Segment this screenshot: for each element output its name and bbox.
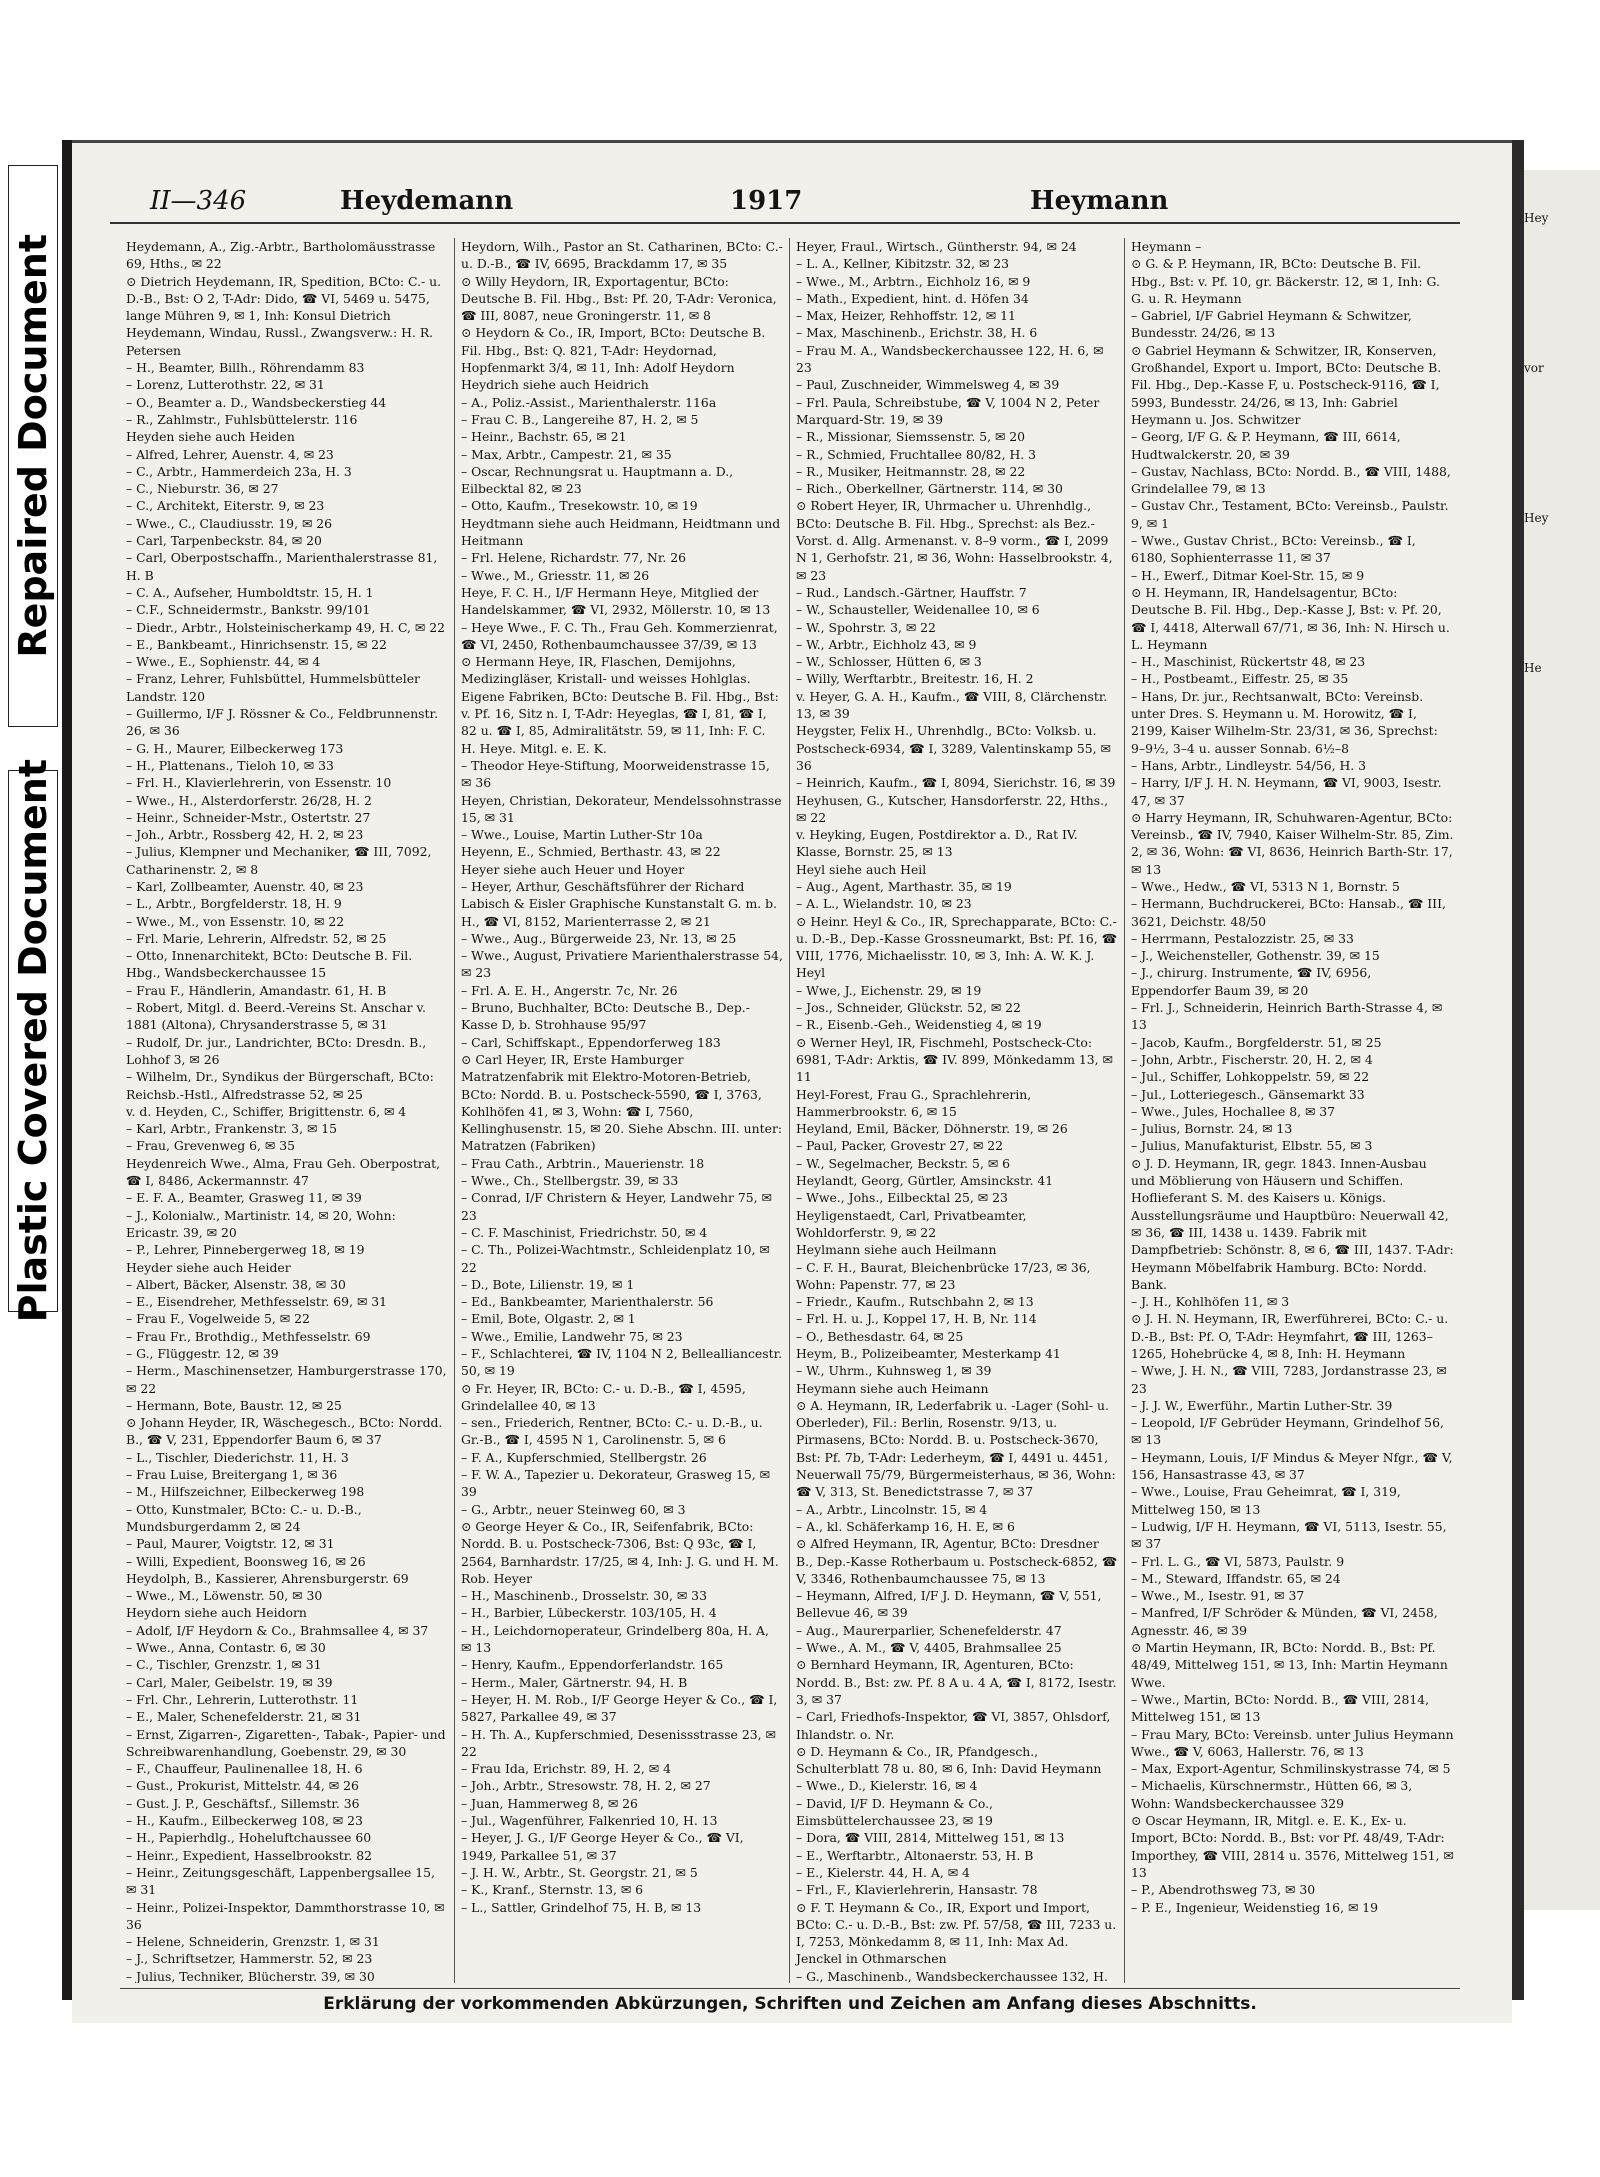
directory-entry: – Wwe., Louise, Frau Geheimrat, ☎ I, 319, Mittelweg 150, ✉ 13	[1131, 1484, 1401, 1517]
directory-entry: – L., Tischler, Diederichstr. 11, H. 3	[126, 1449, 349, 1465]
directory-entry: – W., Schausteller, Weidenallee 10, ✉ 6	[796, 602, 1040, 618]
directory-entry: Heye, F. C. H., I/F Hermann Heye, Mitglied der Handelskammer, ☎ VI, 2932, Möllerstr. 10, ✉ 13	[461, 584, 771, 618]
directory-entry: – H., Maschinenb., Drosselstr. 30, ✉ 33	[461, 1588, 707, 1604]
directory-entry: – Herm., Maler, Gärtnerstr. 94, H. B	[461, 1674, 688, 1690]
directory-entry: – Heinr., Schneider-Mstr., Ostertstr. 27	[126, 809, 371, 825]
directory-entry: – Rich., Oberkellner, Gärtnerstr. 114, ✉ 30	[796, 481, 1063, 497]
directory-entry: ⊙ F. T. Heymann & Co., IR, Export und Import, BCto: C.- u. D.-B., Bst: zw. Pf. 57/58, ☎ III, 7233 u. I, 7253, Mönkedamm 8, ✉ 11, Inh: Max Ad. Jenckel in Othmarschen	[796, 1899, 1117, 1967]
directory-entry: – Herm., Maschinensetzer, Hamburgerstrasse 170, ✉ 22	[126, 1363, 447, 1396]
header-year: 1917	[730, 186, 803, 216]
directory-entry: – Friedr., Kaufm., Rutschbahn 2, ✉ 13	[796, 1294, 1034, 1310]
directory-entry: – Julius, Bornstr. 24, ✉ 13	[1131, 1121, 1293, 1137]
directory-entry: – H., Kaufm., Eilbeckerweg 108, ✉ 23	[126, 1813, 363, 1829]
directory-entry: – C., Arbtr., Hammerdeich 23a, H. 3	[126, 463, 352, 479]
directory-entry: – Henry, Kaufm., Eppendorferlandstr. 165	[461, 1657, 724, 1673]
directory-entry: – H., Barbier, Lübeckerstr. 103/105, H. 4	[461, 1605, 717, 1621]
directory-entry: – J. J. W., Ewerführ., Martin Luther-Str. 39	[1131, 1397, 1393, 1413]
directory-entry: – Jul., Lotteriegesch., Gänsemarkt 33	[1131, 1086, 1365, 1102]
directory-entry: – Frl. Helene, Richardstr. 77, Nr. 26	[461, 550, 687, 566]
directory-entry: – Ludwig, I/F H. Heymann, ☎ VI, 5113, Isestr. 55, ✉ 37	[1131, 1518, 1447, 1552]
scan-gutter-right	[1512, 140, 1524, 2000]
directory-entry: – Conrad, I/F Christern & Heyer, Landwehr 75, ✉ 23	[461, 1190, 772, 1223]
directory-entry: – C.F., Schneidermstr., Bankstr. 99/101	[126, 602, 371, 618]
directory-entry: – Jacob, Kaufm., Borgfelderstr. 51, ✉ 25	[1131, 1034, 1382, 1050]
directory-entry: – W., Arbtr., Eichholz 43, ✉ 9	[796, 636, 977, 652]
directory-columns	[120, 238, 1460, 1983]
repaired-document-tag: Repaired Document	[8, 165, 58, 727]
directory-entry: – L., Sattler, Grindelhof 75, H. B, ✉ 13	[461, 1899, 702, 1915]
directory-entry: – Frau, Grevenweg 6, ✉ 35	[126, 1138, 296, 1154]
directory-entry: ⊙ Werner Heyl, IR, Fischmehl, Postscheck-Cto: 6981, T-Adr: Arktis, ☎ IV. 899, Mönkedamm 13, ✉ 11	[796, 1034, 1113, 1085]
directory-entry: – H., Maschinist, Rückertstr 48, ✉ 23	[1131, 654, 1366, 670]
directory-entry: – Wwe., D., Kielerstr. 16, ✉ 4	[796, 1778, 978, 1794]
column-4	[1125, 238, 1460, 1983]
directory-entry: – Wwe., Louise, Martin Luther-Str 10a	[461, 827, 703, 843]
directory-entry: Heyder siehe auch Heider	[126, 1259, 291, 1275]
directory-entry: – Gustav Chr., Testament, BCto: Vereinsb., Paulstr. 9, ✉ 1	[1131, 498, 1449, 531]
directory-entry: – Heinr., Zeitungsgeschäft, Lappenbergsallee 15, ✉ 31	[126, 1864, 435, 1898]
directory-entry: – Wwe., C., Claudiusstr. 19, ✉ 26	[126, 515, 333, 531]
directory-entry: – R., Zahlmstr., Fuhlsbüttelerstr. 116	[126, 411, 358, 427]
directory-entry: – H., Beamter, Billh., Röhrendamm 83	[126, 360, 365, 376]
directory-entry: – John, Arbtr., Fischerstr. 20, H. 2, ✉ 4	[1131, 1051, 1373, 1067]
directory-entry: – Leopold, I/F Gebrüder Heymann, Grindelhof 56, ✉ 13	[1131, 1415, 1444, 1448]
scan-edge-left	[62, 140, 72, 2000]
directory-entry: – W., Spohrstr. 3, ✉ 22	[796, 619, 936, 635]
directory-entry: – P., Abendrothsweg 73, ✉ 30	[1131, 1882, 1316, 1898]
directory-entry: – C. F. Maschinist, Friedrichstr. 50, ✉ 4	[461, 1224, 708, 1240]
directory-entry: ⊙ H. Heymann, IR, Handelsagentur, BCto: Deutsche B. Fil. Hbg., Dep.-Kasse J, Bst: v. Pf. 20, ☎ I, 4418, Alterwall 67/71, ✉ 36, Inh: N. Hirsch u. L. Heymann	[1131, 584, 1450, 652]
directory-entry: – G., Arbtr., neuer Steinweg 60, ✉ 3	[461, 1501, 686, 1517]
directory-entry: – Franz, Lehrer, Fuhlsbüttel, Hummelsbütteler Landstr. 120	[126, 671, 420, 704]
directory-entry: Heyer, Fraul., Wirtsch., Güntherstr. 94, ✉ 24	[796, 239, 1077, 254]
directory-entry: – J., Schriftsetzer, Hammerstr. 52, ✉ 23	[126, 1951, 373, 1967]
directory-entry: – R., Missionar, Siemssenstr. 5, ✉ 20	[796, 429, 1026, 445]
directory-entry: – Heye Wwe., F. C. Th., Frau Geh. Kommerzienrat, ☎ VI, 2450, Rothenbaumchaussee 37/39, ✉ 13	[461, 619, 778, 652]
directory-entry: – Aug., Maurerparlier, Schenefelderstr. 47	[796, 1622, 1062, 1638]
directory-entry: – L. A., Kellner, Kibitzstr. 32, ✉ 23	[796, 256, 1010, 272]
directory-entry: – Heinrich, Kaufm., ☎ I, 8094, Sierichstr. 16, ✉ 39	[796, 775, 1116, 791]
directory-entry: – Hermann, Buchdruckerei, BCto: Hansab., ☎ III, 3621, Deichstr. 48/50	[1131, 896, 1446, 929]
directory-entry: – Ed., Bankbeamter, Marienthalerstr. 56	[461, 1294, 714, 1310]
directory-entry: – Carl, Oberpostschaffn., Marienthalerstrasse 81, H. B	[126, 550, 438, 583]
directory-entry: ⊙ A. Heymann, IR, Lederfabrik u. -Lager (Sohl- u. Oberleder), Fil.: Berlin, Rosenstr. 9/13, u. Pirmasens, BCto: Nordd. B. u. Postscheck-3670, Bst: Pf. 7b, T-Adr: Lederheym, ☎ I, 4491 u. 4451, Neuerwall 75/79, Bürgermeisterhaus, ✉ 36, Wohn: ☎ V, 313, St. Benedictstrasse 7, ✉ 37	[796, 1397, 1116, 1500]
directory-entry: – W., Segelmacher, Beckstr. 5, ✉ 6	[796, 1155, 1011, 1171]
directory-entry: – C., Tischler, Grenzstr. 1, ✉ 31	[126, 1657, 322, 1673]
directory-entry: ⊙ Willy Heydorn, IR, Exportagentur, BCto: Deutsche B. Fil. Hbg., Bst: Pf. 20, T-Adr: Veronica, ☎ III, 8087, neue Groningerstr. 11, ✉ 8	[461, 273, 777, 324]
directory-entry: Heygster, Felix H., Uhrenhdlg., BCto: Volksb. u. Postscheck-6934, ☎ I, 3289, Valentinskamp 55, ✉ 36	[796, 723, 1111, 773]
directory-entry: – Frl. Marie, Lehrerin, Alfredstr. 52, ✉ 25	[126, 930, 387, 946]
adjacent-page-text: vor	[1524, 361, 1544, 375]
directory-entry: – Heyer, Arthur, Geschäftsführer der Richard Labisch & Eisler Graphische Kunstanstalt G. m. b. H., ☎ VI, 8152, Marienterrasse 2, ✉ 21	[461, 878, 777, 929]
overlay-sidebar	[0, 0, 62, 2177]
directory-entry: – Wwe., A. M., ☎ V, 4405, Brahmsallee 25	[796, 1640, 1062, 1656]
directory-entry: Heydenreich Wwe., Alma, Frau Geh. Oberpostrat, ☎ I, 8486, Ackermannstr. 47	[126, 1155, 441, 1189]
directory-entry: – Wwe., Emilie, Landwehr 75, ✉ 23	[461, 1328, 683, 1344]
directory-entry: – Wwe., Jules, Hochallee 8, ✉ 37	[1131, 1103, 1336, 1119]
directory-entry: ⊙ Hermann Heye, IR, Flaschen, Demijohns, Medizingläser, Kristall- und weisses Hohlglas. Eigene Fabriken, BCto: Deutsche B. Fil. Hbg., Bst: v. Pf. 16, Sitz n. I, T-Adr: Heyeglas, ☎ I, 81, ☎ I, 82 u. ☎ I, 85, Admiralitätstr. 59, ✉ 11, Inh: F. C. H. Heye. Mitgl. e. E. K.	[461, 654, 779, 756]
footer-divider	[120, 1988, 1460, 1989]
directory-entry: – F. A., Kupferschmied, Stellbergstr. 26	[461, 1449, 707, 1465]
directory-entry: – C. Th., Polizei-Wachtmstr., Schleidenplatz 10, ✉ 22	[461, 1242, 770, 1275]
directory-entry: – E., Eisendreher, Methfesselstr. 69, ✉ 31	[126, 1294, 388, 1310]
directory-entry: – Joh., Arbtr., Rossberg 42, H. 2, ✉ 23	[126, 827, 364, 843]
directory-entry: Heyl siehe auch Heil	[796, 861, 927, 877]
directory-entry: – Wwe., Ch., Stellbergstr. 39, ✉ 33	[461, 1173, 679, 1189]
directory-entry: – Michaelis, Kürschnermstr., Hütten 66, ✉ 3, Wohn: Wandsbeckerchaussee 329	[1131, 1778, 1413, 1811]
directory-entry: – A., Arbtr., Lincolnstr. 15, ✉ 4	[796, 1501, 988, 1517]
directory-entry: – Heyer, J. G., I/F George Heyer & Co., ☎ VI, 1949, Parkallee 51, ✉ 37	[461, 1830, 744, 1863]
directory-entry: v. Heyer, G. A. H., Kaufm., ☎ VIII, 8, Clärchenstr. 13, ✉ 39	[796, 688, 1108, 722]
directory-entry: – M., Steward, Iffandstr. 65, ✉ 24	[1131, 1570, 1341, 1586]
directory-entry: – Wwe, J. H. N., ☎ VIII, 7283, Jordanstrasse 23, ✉ 23	[1131, 1363, 1447, 1396]
directory-entry: – Julius, Techniker, Blücherstr. 39, ✉ 30	[126, 1968, 375, 1983]
directory-entry: – Emil, Bote, Olgastr. 2, ✉ 1	[461, 1311, 636, 1327]
directory-entry: – G., Flüggestr. 12, ✉ 39	[126, 1346, 279, 1361]
directory-entry: Heydorn siehe auch Heidorn	[126, 1605, 307, 1621]
directory-entry: Heyhusen, G., Kutscher, Hansdorferstr. 22, Hths., ✉ 22	[796, 792, 1109, 825]
directory-entry: ⊙ Alfred Heymann, IR, Agentur, BCto: Dresdner B., Dep.-Kasse Rotherbaum u. Postscheck-6852, ☎ V, 3346, Rothenbaumchaussee 75, ✉ 13	[796, 1536, 1118, 1586]
directory-entry: – W., Uhrm., Kuhnsweg 1, ✉ 39	[796, 1363, 992, 1379]
directory-entry: Heyden siehe auch Heiden	[126, 429, 295, 445]
directory-entry: – Frl. H. u. J., Koppel 17, H. B, Nr. 114	[796, 1311, 1037, 1327]
directory-entry: – Theodor Heye-Stiftung, Moorweidenstrasse 15, ✉ 36	[461, 757, 770, 791]
directory-entry: Heyenn, E., Schmied, Berthastr. 43, ✉ 22	[461, 844, 721, 860]
directory-entry: – R., Musiker, Heitmannstr. 28, ✉ 22	[796, 463, 1026, 479]
directory-entry: – Wwe., Anna, Contastr. 6, ✉ 30	[126, 1640, 326, 1656]
directory-entry: – Hermann, Bote, Baustr. 12, ✉ 25	[126, 1397, 342, 1413]
directory-entry: – Carl, Maler, Geibelstr. 19, ✉ 39	[126, 1674, 333, 1690]
directory-entry: – Paul, Maurer, Voigtstr. 12, ✉ 31	[126, 1536, 335, 1552]
directory-entry: – Paul, Packer, Grovestr 27, ✉ 22	[796, 1138, 1004, 1154]
directory-entry: – Wwe., Gustav Christ., BCto: Vereinsb., ☎ I, 6180, Sophienterrasse 11, ✉ 37	[1131, 533, 1416, 566]
directory-entry: – Gust. J. P., Geschäftsf., Sillemstr. 36	[126, 1795, 360, 1811]
directory-entry: – K., Kranf., Sternstr. 13, ✉ 6	[461, 1882, 644, 1898]
directory-entry: – Wwe., E., Sophienstr. 44, ✉ 4	[126, 654, 321, 670]
directory-entry: – Frau Cath., Arbtrin., Mauerienstr. 18	[461, 1155, 705, 1171]
directory-entry: – Julius, Klempner und Mechaniker, ☎ III, 7092, Catharinenstr. 2, ✉ 8	[126, 844, 432, 877]
directory-entry: – Frl. H., Klavierlehrerin, von Essenstr. 10	[126, 775, 392, 791]
abbreviation-note: Erklärung der vorkommenden Abkürzungen, Schriften und Zeichen am Anfang dieses Abschnitts.	[323, 1994, 1257, 2014]
directory-entry: – Alfred, Lehrer, Auenstr. 4, ✉ 23	[126, 446, 334, 462]
directory-entry: Heylandt, Georg, Gürtler, Amsinckstr. 41	[796, 1173, 1054, 1189]
directory-entry: – Max, Heizer, Rehhoffstr. 12, ✉ 11	[796, 308, 1016, 324]
directory-entry: – Frl. J., Schneiderin, Heinrich Barth-Strasse 4, ✉ 13	[1131, 1000, 1443, 1033]
directory-entry: – Bruno, Buchhalter, BCto: Deutsche B., Dep.-Kasse D, b. Strohhause 95/97	[461, 1000, 750, 1033]
directory-entry: v. d. Heyden, C., Schiffer, Brigittenstr. 6, ✉ 4	[126, 1103, 407, 1119]
directory-entry: – O., Bethesdastr. 64, ✉ 25	[796, 1328, 964, 1344]
directory-entry: – L., Arbtr., Borgfelderstr. 18, H. 9	[126, 896, 342, 912]
directory-entry: – E., Bankbeamt., Hinrichsenstr. 15, ✉ 22	[126, 636, 387, 652]
directory-entry: – E., Kielerstr. 44, H. A, ✉ 4	[796, 1864, 970, 1880]
directory-entry: – P., Lehrer, Pinnebergerweg 18, ✉ 19	[126, 1242, 365, 1258]
directory-entry: – P. E., Ingenieur, Weidenstieg 16, ✉ 19	[1131, 1899, 1379, 1915]
directory-entry: – E., Maler, Schenefelderstr. 21, ✉ 31	[126, 1709, 362, 1725]
directory-entry: ⊙ J. D. Heymann, IR, gegr. 1843. Innen-Ausbau und Möblierung von Häusern und Schiffen. Hoflieferant S. M. des Kaisers u. Königs. Ausstellungsräume und Hauptbüro: Neuerwall 42, ✉ 36, ☎ III, 1438 u. 1439. Fabrik mit Dampfbetrieb: Schönstr. 8, ✉ 6, ☎ III, 1437. T-Adr: Heymann Möbelfabrik Hamburg. BCto: Nordd. Bank.	[1131, 1155, 1454, 1292]
directory-entry: – H. Th. A., Kupferschmied, Desenissstrasse 23, ✉ 22	[461, 1726, 776, 1759]
directory-entry: – Robert, Mitgl. d. Beerd.-Vereins St. Anschar v. 1881 (Altona), Chrysanderstrasse 5, ✉ 31	[126, 1000, 426, 1033]
directory-entry: Heydrich siehe auch Heidrich	[461, 377, 649, 393]
directory-entry: – H., Postbeamt., Eiffestr. 25, ✉ 35	[1131, 671, 1349, 687]
directory-entry: – Albert, Bäcker, Alsenstr. 38, ✉ 30	[126, 1276, 346, 1292]
directory-entry: – Heinr., Polizei-Inspektor, Dammthorstrasse 10, ✉ 36	[126, 1899, 445, 1932]
column-2	[455, 238, 790, 1983]
directory-entry: – Wwe., H., Alsterdorferstr. 26/28, H. 2	[126, 792, 372, 808]
directory-entry: – Frau Mary, BCto: Vereinsb. unter Julius Heymann Wwe., ☎ V, 6063, Hallerstr. 76, ✉ 13	[1131, 1726, 1454, 1759]
directory-entry: – Karl, Arbtr., Frankenstr. 3, ✉ 15	[126, 1121, 338, 1137]
directory-entry: Heydorn, Wilh., Pastor an St. Catharinen, BCto: C.- u. D.-B., ☎ IV, 6695, Brackdamm 17, ✉ 35	[461, 239, 783, 272]
directory-entry: – Max, Arbtr., Campestr. 21, ✉ 35	[461, 446, 672, 462]
directory-entry: – Otto, Kaufm., Tresekowstr. 10, ✉ 19	[461, 498, 698, 514]
directory-entry: – Carl, Tarpenbeckstr. 84, ✉ 20	[126, 533, 322, 549]
header-first-name: Heydemann	[340, 186, 514, 216]
directory-entry: – Wwe., Johs., Eilbecktal 25, ✉ 23	[796, 1190, 1008, 1206]
directory-entry: – A. L., Wielandstr. 10, ✉ 23	[796, 896, 972, 912]
column-3	[790, 238, 1125, 1983]
directory-entry: – Manfred, I/F Schröder & Münden, ☎ VI, 2458, Agnesstr. 46, ✉ 39	[1131, 1605, 1438, 1638]
directory-entry: Heylmann siehe auch Heilmann	[796, 1242, 997, 1258]
directory-entry: – Heymann, Alfred, I/F J. D. Heymann, ☎ V, 551, Bellevue 46, ✉ 39	[796, 1588, 1102, 1621]
directory-entry: – R., Schmied, Fruchtallee 80/82, H. 3	[796, 446, 1037, 462]
directory-entry: Heymann –	[1131, 239, 1202, 254]
directory-entry: – Wwe., M., Arbtrn., Eichholz 16, ✉ 9	[796, 273, 1031, 289]
directory-entry: – Joh., Arbtr., Stresowstr. 78, H. 2, ✉ 27	[461, 1778, 711, 1794]
directory-entry: – Frl., F., Klavierlehrerin, Hansastr. 78	[796, 1882, 1038, 1898]
directory-entry: – Wwe., Martin, BCto: Nordd. B., ☎ VIII, 2814, Mittelweg 151, ✉ 13	[1131, 1691, 1430, 1725]
directory-entry: – Adolf, I/F Heydorn & Co., Brahmsallee 4, ✉ 37	[126, 1622, 429, 1638]
directory-entry: ⊙ D. Heymann & Co., IR, Pfandgesch., Schulterblatt 78 u. 80, ✉ 6, Inh: David Heymann	[796, 1743, 1102, 1777]
directory-entry: – H., Papierhdlg., Hoheluftchaussee 60	[126, 1830, 372, 1846]
directory-entry: ⊙ Dietrich Heydemann, IR, Spedition, BCto: C.- u. D.-B., Bst: O 2, T-Adr: Dido, ☎ VI, 5469 u. 5475, lange Mühren 9, ✉ 1, Inh: Konsul Dietrich Heydemann, Windau, Russl., Zwangsverw.: H. R. Petersen	[126, 273, 442, 358]
directory-entry: – Hans, Arbtr., Lindleystr. 54/56, H. 3	[1131, 757, 1367, 773]
directory-entry: – Frau C. B., Langereihe 87, H. 2, ✉ 5	[461, 411, 699, 427]
directory-entry: – Otto, Kunstmaler, BCto: C.- u. D.-B., Mundsburgerdamm 2, ✉ 24	[126, 1501, 362, 1534]
directory-entry: – Heinr., Bachstr. 65, ✉ 21	[461, 429, 627, 445]
directory-entry: – Frau Ida, Erichstr. 89, H. 2, ✉ 4	[461, 1761, 671, 1777]
directory-entry: – Harry, I/F J. H. N. Heymann, ☎ VI, 9003, Isestr. 47, ✉ 37	[1131, 775, 1442, 808]
directory-entry: – Aug., Agent, Marthastr. 35, ✉ 19	[796, 878, 1012, 894]
adjacent-page-text: He	[1524, 661, 1542, 675]
directory-entry: – Paul, Zuschneider, Wimmelsweg 4, ✉ 39	[796, 377, 1060, 393]
directory-entry: – O., Beamter a. D., Wandsbeckerstieg 44	[126, 394, 387, 410]
directory-entry: Heydemann, A., Zig.-Arbtr., Bartholomäusstrasse 69, Hths., ✉ 22	[126, 239, 436, 272]
directory-entry: – J., chirurg. Instrumente, ☎ IV, 6956, Eppendorfer Baum 39, ✉ 20	[1131, 965, 1372, 998]
directory-entry: Heyer siehe auch Heuer und Hoyer	[461, 861, 685, 877]
directory-entry: – Frl. Paula, Schreibstube, ☎ V, 1004 N 2, Peter Marquard-Str. 19, ✉ 39	[796, 394, 1100, 427]
directory-entry: Heydtmann siehe auch Heidmann, Heidtmann und Heitmann	[461, 515, 781, 549]
directory-entry: – Oscar, Rechnungsrat u. Hauptmann a. D., Eilbecktal 82, ✉ 23	[461, 463, 734, 497]
directory-entry: – Gustav, Nachlass, BCto: Nordd. B., ☎ VIII, 1488, Grindelallee 79, ✉ 13	[1131, 463, 1451, 497]
directory-entry: – R., Eisenb.-Geh., Weidenstieg 4, ✉ 19	[796, 1017, 1042, 1033]
directory-entry: Heyen, Christian, Dekorateur, Mendelssohnstrasse 15, ✉ 31	[461, 792, 782, 825]
directory-entry: – Frau Fr., Brothdig., Methfesselstr. 69	[126, 1328, 371, 1344]
directory-entry: – sen., Friederich, Rentner, BCto: C.- u. D.-B., u. Gr.-B., ☎ I, 4595 N 1, Carolinenstr. 5, ✉ 6	[461, 1415, 763, 1448]
directory-entry: – Wwe., M., Griesstr. 11, ✉ 26	[461, 567, 650, 583]
plastic-covered-document-tag: Plastic Covered Document	[8, 770, 58, 1312]
directory-entry: – F., Chauffeur, Paulinenallee 18, H. 6	[126, 1761, 363, 1777]
directory-entry: – Otto, Innenarchitekt, BCto: Deutsche B. Fil. Hbg., Wandsbeckerchaussee 15	[126, 948, 413, 981]
directory-entry: ⊙ Martin Heymann, IR, BCto: Nordd. B., Bst: Pf. 48/49, Mittelweg 151, ✉ 13, Inh: Martin Heymann Wwe.	[1131, 1640, 1448, 1690]
directory-entry: – Willy, Werftarbtr., Breitestr. 16, H. 2	[796, 671, 1034, 687]
directory-entry: – J. H. W., Arbtr., St. Georgstr. 21, ✉ 5	[461, 1864, 698, 1880]
page-header	[110, 182, 1460, 224]
directory-entry: – C. F. H., Baurat, Bleichenbrücke 17/23, ✉ 36, Wohn: Papenstr. 77, ✉ 23	[796, 1259, 1091, 1292]
directory-entry: – G., Maschinenb., Wandsbeckerchaussee 132, H.	[796, 1968, 1108, 1983]
directory-entry: – Frau M. A., Wandsbeckerchaussee 122, H. 6, ✉ 23	[796, 342, 1104, 376]
directory-entry: Heyl-Forest, Frau G., Sprachlehrerin, Hammerbrookstr. 6, ✉ 15	[796, 1086, 1032, 1119]
directory-entry: – Frau Luise, Breitergang 1, ✉ 36	[126, 1467, 338, 1483]
directory-entry: – Lorenz, Lutterothstr. 22, ✉ 31	[126, 377, 325, 393]
directory-entry: – Herrmann, Pestalozzistr. 25, ✉ 33	[1131, 930, 1354, 946]
adjacent-page-fragment	[1524, 170, 1600, 1910]
directory-entry: – David, I/F D. Heymann & Co., Eimsbüttelerchaussee 23, ✉ 19	[796, 1795, 993, 1829]
directory-entry: – Carl, Friedhofs-Inspektor, ☎ VI, 3857, Ohlsdorf, Ihlandstr. o. Nr.	[796, 1709, 1111, 1742]
directory-entry: – C. A., Aufseher, Humboldtstr. 15, H. 1	[126, 584, 374, 600]
directory-entry: – Ernst, Zigarren-, Zigaretten-, Tabak-, Papier- und Schreibwarenhandlung, Goebenstr. 29, ✉ 30	[126, 1726, 446, 1759]
directory-entry: – D., Bote, Lilienstr. 19, ✉ 1	[461, 1276, 635, 1292]
directory-entry: – Georg, I/F G. & P. Heymann, ☎ III, 6614, Hudtwalckerstr. 20, ✉ 39	[1131, 429, 1401, 462]
directory-entry: – A., Poliz.-Assist., Marienthalerstr. 116a	[461, 394, 717, 410]
directory-entry: ⊙ Heydorn & Co., IR, Import, BCto: Deutsche B. Fil. Hbg., Bst: Q. 821, T-Adr: Heydornad, Hopfenmarkt 3/4, ✉ 11, Inh: Adolf Heydorn	[461, 325, 766, 376]
directory-entry: – Jul., Schiffer, Lohkoppelstr. 59, ✉ 22	[1131, 1069, 1370, 1085]
directory-entry: ⊙ G. & P. Heymann, IR, BCto: Deutsche B. Fil. Hbg., Bst: v. Pf. 10, gr. Bäckerstr. 12, ✉ 1, Inh: G. G. u. R. Heymann	[1131, 256, 1440, 306]
directory-entry: – G. H., Maurer, Eilbeckerweg 173	[126, 740, 344, 756]
directory-entry: – Wwe., M., Isestr. 91, ✉ 37	[1131, 1588, 1305, 1604]
directory-entry: – Gust., Prokurist, Mittelstr. 44, ✉ 26	[126, 1778, 359, 1794]
directory-entry: Heydolph, B., Kassierer, Ahrensburgerstr. 69	[126, 1570, 409, 1586]
directory-entry: – A., kl. Schäferkamp 16, H. E, ✉ 6	[796, 1518, 1015, 1534]
directory-entry: – Willi, Expedient, Boonsweg 16, ✉ 26	[126, 1553, 366, 1569]
directory-entry: – Wwe, J., Eichenstr. 29, ✉ 19	[796, 982, 982, 998]
directory-entry: – Max, Export-Agentur, Schmilinskystrasse 74, ✉ 5	[1131, 1761, 1451, 1777]
header-last-name: Heymann	[1030, 186, 1169, 216]
directory-entry: – Wwe., M., Löwenstr. 50, ✉ 30	[126, 1588, 323, 1604]
directory-entry: – F., Schlachterei, ☎ IV, 1104 N 2, Bellealliancestr. 50, ✉ 19	[461, 1346, 783, 1379]
directory-entry: – Helene, Schneiderin, Grenzstr. 1, ✉ 31	[126, 1934, 380, 1950]
directory-entry: – Jul., Wagenführer, Falkenried 10, H. 13	[461, 1813, 718, 1829]
directory-entry: ⊙ Robert Heyer, IR, Uhrmacher u. Uhrenhdlg., BCto: Deutsche B. Fil. Hbg., Sprechst: als Bez.-Vorst. d. Allg. Armenanst. v. 8–9 vorm., ☎ I, 2099 N 1, Gerhofstr. 21, ✉ 36, Wohn: Hasselbrookstr. 4, ✉ 23	[796, 498, 1113, 583]
directory-entry: ⊙ Johann Heyder, IR, Wäschegesch., BCto: Nordd. B., ☎ V, 231, Eppendorfer Baum 6, ✉ 37	[126, 1415, 443, 1448]
directory-entry: – Wwe., M., von Essenstr. 10, ✉ 22	[126, 913, 345, 929]
directory-entry: – H., Plattenans., Tieloh 10, ✉ 33	[126, 757, 334, 773]
adjacent-page-text: Hey	[1524, 211, 1549, 225]
directory-entry: ⊙ Heinr. Heyl & Co., IR, Sprechapparate, BCto: C.- u. D.-B., Dep.-Kasse Grossneumarkt, Bst: Pf. 16, ☎ VIII, 1776, Michaelisstr. 10, ✉ 3, Inh: A. W. K. J. Heyl	[796, 913, 1118, 981]
directory-entry: – J., Weichensteller, Gothenstr. 39, ✉ 15	[1131, 948, 1380, 964]
directory-entry: – F. W. A., Tapezier u. Dekorateur, Grasweg 15, ✉ 39	[461, 1467, 771, 1500]
directory-entry: ⊙ Carl Heyer, IR, Erste Hamburger Matratzenfabrik mit Elektro-Motoren-Betrieb, BCto: Nordd. B. u. Postscheck-5590, ☎ I, 3763, Kohlhöfen 41, ✉ 3, Wohn: ☎ I, 7560, Kellinghusenstr. 15, ✉ 20. Siehe Abschn. III. unter: Matratzen (Fabriken)	[461, 1051, 783, 1154]
directory-entry: – Wilhelm, Dr., Syndikus der Bürgerschaft, BCto: Reichsb.-Hstl., Alfredstrasse 52, ✉ 25	[126, 1069, 434, 1102]
directory-entry: v. Heyking, Eugen, Postdirektor a. D., Rat IV. Klasse, Bornstr. 25, ✉ 13	[796, 827, 1078, 860]
directory-entry: – Frl. A. E. H., Angerstr. 7c, Nr. 26	[461, 982, 678, 998]
directory-entry: – Dora, ☎ VIII, 2814, Mittelweg 151, ✉ 13	[796, 1830, 1065, 1846]
column-1	[120, 238, 455, 1983]
directory-entry: – J. H., Kohlhöfen 11, ✉ 3	[1131, 1294, 1290, 1310]
directory-entry: – Wwe., Aug., Bürgerweide 23, Nr. 13, ✉ 25	[461, 930, 737, 946]
directory-entry: ⊙ Fr. Heyer, IR, BCto: C.- u. D.-B., ☎ I, 4595, Grindelallee 40, ✉ 13	[461, 1380, 746, 1413]
directory-entry: – C., Architekt, Eiterstr. 9, ✉ 23	[126, 498, 325, 514]
directory-entry: – Gabriel, I/F Gabriel Heymann & Schwitzer, Bundesstr. 24/26, ✉ 13	[1131, 308, 1412, 341]
directory-entry: – J., Kolonialw., Martinistr. 14, ✉ 20, Wohn: Ericastr. 39, ✉ 20	[126, 1207, 396, 1240]
directory-entry: Heyland, Emil, Bäcker, Döhnerstr. 19, ✉ 26	[796, 1121, 1068, 1137]
directory-entry: – Frl. L. G., ☎ VI, 5873, Paulstr. 9	[1131, 1553, 1345, 1569]
directory-entry: – Julius, Manufakturist, Elbstr. 55, ✉ 3	[1131, 1138, 1373, 1154]
directory-entry: ⊙ J. H. N. Heymann, IR, Ewerführerei, BCto: C.- u. D.-B., Bst: Pf. O, T-Adr: Heymfahrt, ☎ III, 1263–1265, Hohebrücke 4, ✉ 8, Inh: H. Heymann	[1131, 1311, 1449, 1361]
directory-entry: – E., Werftarbtr., Altonaerstr. 53, H. B	[796, 1847, 1034, 1863]
directory-entry: – Frau F., Vogelweide 5, ✉ 22	[126, 1311, 310, 1327]
directory-entry: – M., Hilfszeichner, Eilbeckerweg 198	[126, 1484, 365, 1500]
directory-entry: – Carl, Schiffskapt., Eppendorferweg 183	[461, 1034, 721, 1050]
directory-entry: ⊙ Oscar Heymann, IR, Mitgl. e. E. K., Ex- u. Import, BCto: Nordd. B., Bst: vor Pf. 48/49, T-Adr: Importhey, ☎ VIII, 2814 u. 3576, Mittelweg 151, ✉ 13	[1131, 1813, 1454, 1880]
directory-entry: – Rudolf, Dr. jur., Landrichter, BCto: Dresdn. B., Lohhof 3, ✉ 26	[126, 1034, 427, 1067]
directory-entry: – Karl, Zollbeamter, Auenstr. 40, ✉ 23	[126, 878, 364, 894]
directory-entry: – Rud., Landsch.-Gärtner, Hauffstr. 7	[796, 584, 1027, 600]
directory-entry: – C., Nieburstr. 36, ✉ 27	[126, 481, 279, 497]
adjacent-page-text: Hey	[1524, 511, 1549, 525]
directory-entry: – Wwe., Hedw., ☎ VI, 5313 N 1, Bornstr. 5	[1131, 878, 1400, 894]
directory-entry: – Heinr., Expedient, Hasselbrookstr. 82	[126, 1847, 372, 1863]
directory-entry: – Heymann, Louis, I/F Mindus & Meyer Nfgr., ☎ V, 156, Hansastrasse 43, ✉ 37	[1131, 1449, 1453, 1483]
directory-entry: – Frau F., Händlerin, Amandastr. 61, H. B	[126, 982, 387, 998]
directory-entry: Heyligenstaedt, Carl, Privatbeamter, Wohldorferstr. 9, ✉ 22	[796, 1207, 1027, 1240]
directory-entry: – Juan, Hammerweg 8, ✉ 26	[461, 1795, 638, 1811]
directory-entry: – Diedr., Arbtr., Holsteinischerkamp 49, H. C, ✉ 22	[126, 619, 446, 635]
directory-entry: Heym, B., Polizeibeamter, Mesterkamp 41	[796, 1346, 1061, 1361]
directory-entry: – Max, Maschinenb., Erichstr. 38, H. 6	[796, 325, 1038, 341]
directory-entry: – Hans, Dr. jur., Rechtsanwalt, BCto: Vereinsb. unter Dres. S. Heymann u. M. Horowitz, ☎ I, 2199, Kaiser Wilhelm-Str. 23/31, ✉ 36, Sprechst: 9–9½, 3–4 u. ausser Sonnab. 6½–8	[1131, 688, 1438, 756]
directory-entry: Heymann siehe auch Heimann	[796, 1380, 989, 1396]
directory-entry: – Frl. Chr., Lehrerin, Lutterothstr. 11	[126, 1691, 359, 1707]
directory-entry: – Guillermo, I/F J. Rössner & Co., Feldbrunnenstr. 26, ✉ 36	[126, 706, 439, 739]
directory-entry: ⊙ Gabriel Heymann & Schwitzer, IR, Konserven, Großhandel, Export u. Import, BCto: Deutsche B. Fil. Hbg., Dep.-Kasse F, u. Postscheck-9116, ☎ I, 5993, Bundesstr. 24/26, ✉ 13, Inh: Gabriel Heymann u. Jos. Schwitzer	[1131, 342, 1442, 427]
directory-entry: – Wwe., August, Privatiere Marienthalerstrasse 54, ✉ 23	[461, 948, 783, 981]
page-number: II—346	[150, 186, 247, 216]
directory-entry: ⊙ Bernhard Heymann, IR, Agenturen, BCto: Nordd. B., Bst: zw. Pf. 8 A u. 4 A, ☎ I, 8172, Isestr. 3, ✉ 37	[796, 1657, 1117, 1707]
directory-entry: – Jos., Schneider, Glückstr. 52, ✉ 22	[796, 1000, 1021, 1016]
directory-entry: ⊙ Harry Heymann, IR, Schuhwaren-Agentur, BCto: Vereinsb., ☎ IV, 7940, Kaiser Wilhelm-Str. 85, Zim. 2, ✉ 36, Wohn: ☎ VI, 8636, Heinrich Barth-Str. 17, ✉ 13	[1131, 809, 1454, 877]
directory-entry: – W., Schlosser, Hütten 6, ✉ 3	[796, 654, 982, 670]
directory-entry: – E. F. A., Beamter, Grasweg 11, ✉ 39	[126, 1190, 362, 1206]
directory-entry: – H., Leichdornoperateur, Grindelberg 80a, H. A, ✉ 13	[461, 1622, 769, 1656]
directory-entry: – H., Ewerf., Ditmar Koel-Str. 15, ✉ 9	[1131, 567, 1365, 583]
directory-entry: – Heyer, H. M. Rob., I/F George Heyer & Co., ☎ I, 5827, Parkallee 49, ✉ 37	[461, 1691, 778, 1725]
directory-entry: – Math., Expedient, hint. d. Höfen 34	[796, 290, 1029, 306]
directory-entry: ⊙ George Heyer & Co., IR, Seifenfabrik, BCto: Nordd. B. u. Postscheck-7306, Bst: Q 93c, ☎ I, 2564, Barnhardstr. 17/25, ✉ 4, Inh: J. G. und H. M. Rob. Heyer	[461, 1518, 779, 1586]
